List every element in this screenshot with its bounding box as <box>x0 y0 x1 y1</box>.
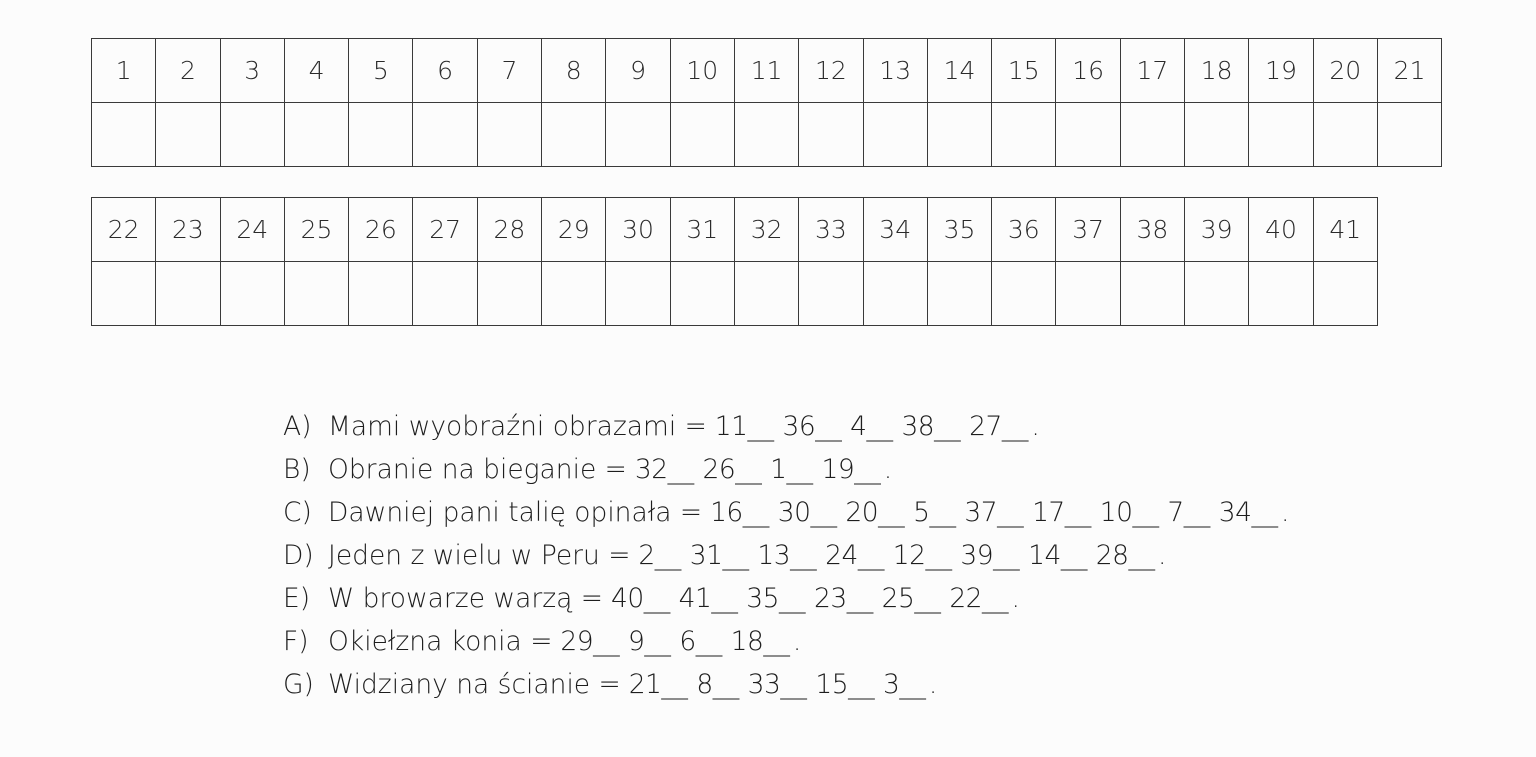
answer-blank[interactable]: __ <box>925 540 952 571</box>
clue-number: 7 <box>1167 497 1184 528</box>
answer-blank[interactable]: __ <box>866 411 893 442</box>
clue-number: 21 <box>628 669 662 700</box>
grid-number-cell: 21 <box>1377 39 1441 103</box>
clue-answer-pattern <box>560 620 801 663</box>
grid-answer-cell[interactable] <box>1056 103 1120 167</box>
grid-answer-cell[interactable] <box>1056 262 1120 326</box>
answer-blank[interactable]: __ <box>846 583 874 614</box>
clue-number: 2 <box>638 540 655 571</box>
grid-answer-cell[interactable] <box>156 262 220 326</box>
answer-blank[interactable]: __ <box>1064 497 1092 528</box>
grid-number-cell: 8 <box>542 39 606 103</box>
grid-number-cell: 39 <box>1185 198 1249 262</box>
grid-answer-cell[interactable] <box>477 262 541 326</box>
clue-answer-pattern <box>710 491 1289 534</box>
grid-number-cell: 18 <box>1185 39 1249 103</box>
grid-answer-cell[interactable] <box>542 103 606 167</box>
grid-answer-cell[interactable] <box>606 103 670 167</box>
grid-answer-cell[interactable] <box>734 103 798 167</box>
clue-letter: A) <box>283 411 312 442</box>
grid-answer-cell[interactable] <box>1313 262 1377 326</box>
grid-number-cell: 28 <box>477 198 541 262</box>
grid-number-cell: 36 <box>992 198 1056 262</box>
answer-blank[interactable]: __ <box>747 411 775 442</box>
clue-number: 37 <box>964 497 998 528</box>
grid-answer-cell[interactable] <box>220 262 284 326</box>
clue-number: 32 <box>634 454 668 485</box>
clue-number: 33 <box>747 669 781 700</box>
grid-answer-cell[interactable] <box>670 262 734 326</box>
grid-number-cell: 31 <box>670 198 734 262</box>
answer-blank[interactable]: __ <box>654 540 682 571</box>
clue-answer-pattern <box>638 534 1166 577</box>
clue-end-dot: . <box>883 454 893 485</box>
grid-answer-cell[interactable] <box>413 103 477 167</box>
grid-number-cell: 7 <box>477 39 541 103</box>
grid-answer-cell[interactable] <box>1120 262 1184 326</box>
answer-blank[interactable]: __ <box>848 669 875 700</box>
grid-answer-cell[interactable] <box>1377 103 1441 167</box>
answer-blank[interactable]: __ <box>711 583 738 614</box>
answer-blank[interactable]: __ <box>1132 497 1159 528</box>
answer-blank[interactable]: __ <box>857 540 885 571</box>
grid-number-cell: 19 <box>1249 39 1313 103</box>
answer-blank[interactable]: __ <box>854 454 881 485</box>
clue-text: W browarze warzą = <box>328 583 604 614</box>
clue-number: 9 <box>628 626 645 657</box>
clue-item <box>283 405 1289 448</box>
clue-text: Mami wyobraźni obrazami = <box>328 411 707 442</box>
grid-number-cell: 34 <box>863 198 927 262</box>
clue-text: Obranie na bieganie = <box>328 454 627 485</box>
grid-answer-cell[interactable] <box>1185 103 1249 167</box>
grid-answer-cell[interactable] <box>349 262 413 326</box>
answer-grid-2 <box>91 197 1378 326</box>
clue-number: 1 <box>770 454 787 485</box>
grid-number-cell: 12 <box>799 39 863 103</box>
grid-answer-cell[interactable] <box>284 103 348 167</box>
clue-number: 31 <box>689 540 723 571</box>
grid-number-cell: 15 <box>992 39 1056 103</box>
answer-blank[interactable]: __ <box>712 669 740 700</box>
clue-item <box>283 663 1289 706</box>
answer-blank[interactable]: __ <box>661 669 688 700</box>
answer-grid-1 <box>91 38 1442 167</box>
grid-answer-cell[interactable] <box>284 262 348 326</box>
clue-number: 14 <box>1028 540 1061 571</box>
answer-blank[interactable]: __ <box>722 540 749 571</box>
grid-number-cell: 41 <box>1313 198 1377 262</box>
grid-answer-cell[interactable] <box>606 262 670 326</box>
grid-answer-cell[interactable] <box>1249 103 1313 167</box>
clue-number: 41 <box>678 583 712 614</box>
clue-number: 19 <box>821 454 855 485</box>
answer-blank[interactable]: __ <box>644 626 671 657</box>
clue-number: 11 <box>714 411 748 442</box>
clue-number: 15 <box>815 669 849 700</box>
clue-end-dot: . <box>1031 411 1040 442</box>
clue-number: 34 <box>1218 497 1252 528</box>
answer-blank[interactable]: __ <box>982 583 1009 614</box>
grid-answer-cell[interactable] <box>670 103 734 167</box>
grid-answer-cell[interactable] <box>992 103 1056 167</box>
grid-number-cell: 27 <box>413 198 477 262</box>
clue-answer-pattern <box>611 577 1020 620</box>
grid-answer-cell[interactable] <box>156 103 220 167</box>
clue-end-dot: . <box>1280 497 1290 528</box>
clue-text: Okiełzna konia = <box>328 626 553 657</box>
clue-end-dot: . <box>928 669 938 700</box>
grid-answer-cell[interactable] <box>1249 262 1313 326</box>
clue-number: 23 <box>813 583 847 614</box>
grid-number-cell: 25 <box>284 198 348 262</box>
clue-number: 10 <box>1099 497 1133 528</box>
answer-blank[interactable]: __ <box>1001 411 1029 442</box>
clue-letter: B) <box>283 454 311 485</box>
answer-blank[interactable]: __ <box>763 626 790 657</box>
clue-number: 20 <box>845 497 879 528</box>
grid-number-cell: 2 <box>156 39 220 103</box>
answer-blank[interactable]: __ <box>993 540 1020 571</box>
clue-text: Dawniej pani talię opinała = <box>328 497 703 528</box>
grid-number-cell: 9 <box>606 39 670 103</box>
grid-answer-cell[interactable] <box>477 103 541 167</box>
grid-number-cell: 40 <box>1249 198 1313 262</box>
grid-number-cell: 24 <box>220 198 284 262</box>
clue-end-dot: . <box>1011 583 1020 614</box>
grid-answer-cell[interactable] <box>92 103 156 167</box>
clue-answer-pattern <box>635 448 892 491</box>
clue-number: 25 <box>881 583 915 614</box>
grid-answer-cell[interactable] <box>220 103 284 167</box>
clue-number: 5 <box>913 497 930 528</box>
answer-blank[interactable]: __ <box>735 454 762 485</box>
clue-number: 29 <box>560 626 594 657</box>
grid-answer-cell[interactable] <box>349 103 413 167</box>
answer-blank[interactable]: __ <box>779 583 806 614</box>
clue-number: 24 <box>825 540 858 571</box>
clue-number: 8 <box>696 669 713 700</box>
grid-answer-cell[interactable] <box>799 262 863 326</box>
clue-letter: F) <box>283 626 309 657</box>
clue-text: Jeden z wielu w Peru = <box>328 540 631 571</box>
grid-number-cell: 23 <box>156 198 220 262</box>
grid-number-cell: 35 <box>927 198 991 262</box>
clue-number: 30 <box>777 497 811 528</box>
clue-number: 38 <box>901 411 935 442</box>
grid-number-cell: 30 <box>606 198 670 262</box>
answer-blank[interactable]: __ <box>695 626 723 657</box>
grid-number-cell: 33 <box>799 198 863 262</box>
answer-blank[interactable]: __ <box>786 454 814 485</box>
clue-number: 6 <box>679 626 696 657</box>
grid-number-cell: 11 <box>734 39 798 103</box>
answer-blank[interactable]: __ <box>790 540 817 571</box>
grid-number-cell: 3 <box>220 39 284 103</box>
clue-number: 3 <box>883 669 900 700</box>
answer-blank[interactable]: __ <box>780 669 807 700</box>
answer-blank[interactable]: __ <box>815 411 842 442</box>
clue-letter: D) <box>283 540 314 571</box>
clue-letter: E) <box>283 583 311 614</box>
clue-text: Widziany na ścianie = <box>328 669 621 700</box>
clue-number: 22 <box>949 583 983 614</box>
grid-answer-cell[interactable] <box>992 262 1056 326</box>
grid-number-cell: 26 <box>349 198 413 262</box>
grid-answer-cell[interactable] <box>927 103 991 167</box>
grid-answer-cell[interactable] <box>1313 103 1377 167</box>
clue-letter: G) <box>283 669 314 700</box>
grid-answer-cell[interactable] <box>863 262 927 326</box>
clue-number: 39 <box>960 540 994 571</box>
answer-blank[interactable]: __ <box>899 669 926 700</box>
grid-answer-row <box>92 262 1378 326</box>
clue-answer-pattern <box>629 663 938 706</box>
answer-blank[interactable]: __ <box>878 497 905 528</box>
clue-end-dot: . <box>792 626 802 657</box>
grid-number-row <box>92 39 1442 103</box>
clue-number: 26 <box>702 454 736 485</box>
grid-number-cell: 1 <box>92 39 156 103</box>
grid-answer-cell[interactable] <box>734 262 798 326</box>
clue-number: 40 <box>610 583 644 614</box>
grid-answer-cell[interactable] <box>542 262 606 326</box>
clue-number: 17 <box>1032 497 1065 528</box>
grid-number-cell: 37 <box>1056 198 1120 262</box>
grid-number-cell: 6 <box>413 39 477 103</box>
grid-answer-cell[interactable] <box>1120 103 1184 167</box>
clue-number: 12 <box>892 540 926 571</box>
grid-answer-row <box>92 103 1442 167</box>
clue-number: 36 <box>782 411 816 442</box>
clue-item <box>283 448 1289 491</box>
grid-number-cell: 32 <box>734 198 798 262</box>
answer-blank[interactable]: __ <box>1060 540 1088 571</box>
clue-answer-pattern <box>715 405 1040 448</box>
clue-list <box>283 405 1289 706</box>
answer-blank[interactable]: __ <box>934 411 961 442</box>
clue-number: 13 <box>757 540 791 571</box>
grid-answer-cell[interactable] <box>863 103 927 167</box>
clue-number: 27 <box>969 411 1002 442</box>
clue-number: 18 <box>730 626 764 657</box>
grid-number-cell: 17 <box>1120 39 1184 103</box>
grid-number-row <box>92 198 1378 262</box>
answer-blank[interactable]: __ <box>914 583 941 614</box>
grid-number-cell: 5 <box>349 39 413 103</box>
grid-number-cell: 4 <box>284 39 348 103</box>
clue-item <box>283 491 1289 534</box>
answer-blank[interactable]: __ <box>997 497 1024 528</box>
clue-number: 4 <box>850 411 867 442</box>
grid-number-cell: 29 <box>542 198 606 262</box>
grid-answer-cell[interactable] <box>799 103 863 167</box>
clue-end-dot: . <box>1158 540 1167 571</box>
grid-answer-cell[interactable] <box>413 262 477 326</box>
grid-number-cell: 10 <box>670 39 734 103</box>
grid-number-cell: 22 <box>92 198 156 262</box>
grid-number-cell: 14 <box>927 39 991 103</box>
grid-number-cell: 13 <box>863 39 927 103</box>
grid-answer-cell[interactable] <box>1185 262 1249 326</box>
grid-number-cell: 16 <box>1056 39 1120 103</box>
answer-blank[interactable]: __ <box>929 497 956 528</box>
answer-blank[interactable]: __ <box>810 497 837 528</box>
answer-blank[interactable]: __ <box>667 454 695 485</box>
clue-item <box>283 620 1289 663</box>
grid-answer-cell[interactable] <box>927 262 991 326</box>
clue-number: 28 <box>1095 540 1129 571</box>
grid-answer-cell[interactable] <box>92 262 156 326</box>
clue-item <box>283 534 1289 577</box>
answer-blank[interactable]: __ <box>1128 540 1155 571</box>
answer-blank[interactable]: __ <box>643 583 671 614</box>
clue-number: 35 <box>746 583 780 614</box>
clue-letter: C) <box>283 497 312 528</box>
grid-number-cell: 38 <box>1120 198 1184 262</box>
answer-blank[interactable]: __ <box>1183 497 1211 528</box>
clue-item <box>283 577 1289 620</box>
clue-number: 16 <box>710 497 743 528</box>
answer-blank[interactable]: __ <box>742 497 770 528</box>
answer-blank[interactable]: __ <box>593 626 620 657</box>
answer-blank[interactable]: __ <box>1251 497 1278 528</box>
grid-number-cell: 20 <box>1313 39 1377 103</box>
